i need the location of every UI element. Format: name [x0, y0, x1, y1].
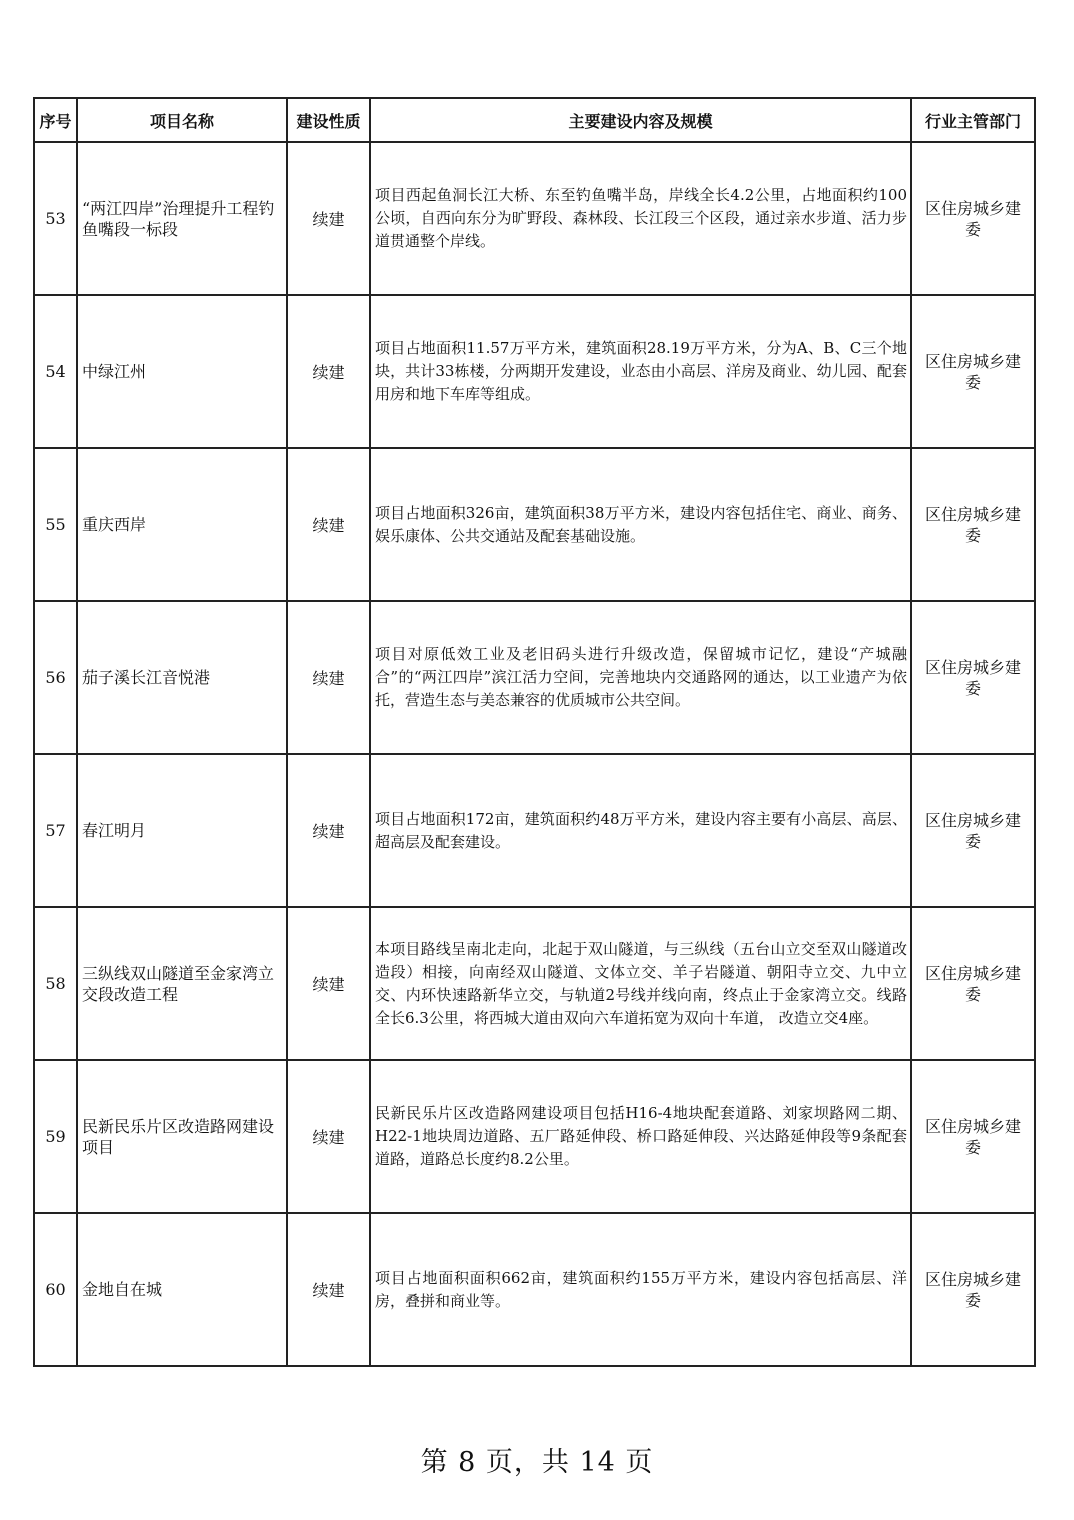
- row-nature: 续建: [287, 142, 370, 295]
- row-content: 项目西起鱼洞长江大桥、东至钓鱼嘴半岛，岸线全长4.2公里，占地面积约100公顷，自西向东分为旷野段、森林段、长江段三个区段，通过亲水步道、活力步道贯通整个岸线。: [370, 142, 911, 295]
- row-no: 58: [34, 907, 77, 1060]
- row-nature: 续建: [287, 448, 370, 601]
- header-nature: 建设性质: [287, 98, 370, 142]
- row-nature: 续建: [287, 601, 370, 754]
- table-row: [34, 601, 1035, 754]
- row-nature: 续建: [287, 1060, 370, 1213]
- row-dept: 区住房城乡建委: [911, 142, 1035, 295]
- row-dept: 区住房城乡建委: [911, 601, 1035, 754]
- row-content: 项目对原低效工业及老旧码头进行升级改造，保留城市记忆，建设“产城融合”的“两江四岸”滨江活力空间，完善地块内交通路网的通达，以工业遗产为依托，营造生态与美态兼容的优质城市公共空间。: [370, 601, 911, 754]
- row-nature: 续建: [287, 295, 370, 448]
- row-no: 54: [34, 295, 77, 448]
- row-no: 57: [34, 754, 77, 907]
- header-dept: 行业主管部门: [911, 98, 1035, 142]
- row-content: 项目占地面积172亩，建筑面积约48万平方米，建设内容主要有小高层、高层、超高层及配套建设。: [370, 754, 911, 907]
- row-content: 项目占地面积面积662亩，建筑面积约155万平方米，建设内容包括高层、洋房，叠拼和商业等。: [370, 1213, 911, 1366]
- row-no: 55: [34, 448, 77, 601]
- row-name: 民新民乐片区改造路网建设项目: [77, 1060, 287, 1213]
- row-name: 中绿江州: [77, 295, 287, 448]
- row-no: 56: [34, 601, 77, 754]
- row-nature: 续建: [287, 754, 370, 907]
- table-row: [34, 1213, 1035, 1366]
- row-name: 茄子溪长江音悦港: [77, 601, 287, 754]
- table-row: [34, 142, 1035, 295]
- row-dept: 区住房城乡建委: [911, 1213, 1035, 1366]
- page-footer: 第 8 页，共 14 页: [420, 1447, 654, 1478]
- row-content: 本项目路线呈南北走向，北起于双山隧道，与三纵线（五台山立交至双山隧道改造段）相接，向南经双山隧道、文体立交、羊子岩隧道、朝阳寺立交、九中立交、内环快速路新华立交，与轨道2号线并线向南，终点止于金家湾立交。线路全长6.3公里，将西城大道由双向六车道拓宽为双向十车道， 改造立交4座。: [370, 907, 911, 1060]
- project-table: [33, 97, 1036, 1367]
- row-name: 金地自在城: [77, 1213, 287, 1366]
- header-name: 项目名称: [77, 98, 287, 142]
- table-row: [34, 754, 1035, 907]
- row-name: 重庆西岸: [77, 448, 287, 601]
- header-row: [34, 98, 1035, 142]
- row-content: 项目占地面积11.57万平方米，建筑面积28.19万平方米，分为A、B、C三个地块，共计33栋楼，分两期开发建设，业态由小高层、洋房及商业、幼儿园、配套用房和地下车库等组成。: [370, 295, 911, 448]
- row-nature: 续建: [287, 907, 370, 1060]
- row-name: 春江明月: [77, 754, 287, 907]
- row-no: 53: [34, 142, 77, 295]
- table-row: [34, 448, 1035, 601]
- row-content: 项目占地面积326亩，建筑面积38万平方米，建设内容包括住宅、商业、商务、娱乐康体、公共交通站及配套基础设施。: [370, 448, 911, 601]
- row-no: 59: [34, 1060, 77, 1213]
- row-dept: 区住房城乡建委: [911, 907, 1035, 1060]
- row-name: 三纵线双山隧道至金家湾立交段改造工程: [77, 907, 287, 1060]
- row-dept: 区住房城乡建委: [911, 295, 1035, 448]
- row-no: 60: [34, 1213, 77, 1366]
- row-dept: 区住房城乡建委: [911, 1060, 1035, 1213]
- table-row: [34, 1060, 1035, 1213]
- row-dept: 区住房城乡建委: [911, 754, 1035, 907]
- row-name: “两江四岸”治理提升工程钓鱼嘴段一标段: [77, 142, 287, 295]
- table-row: [34, 295, 1035, 448]
- row-dept: 区住房城乡建委: [911, 448, 1035, 601]
- table-row: [34, 907, 1035, 1060]
- header-no: 序号: [34, 98, 77, 142]
- row-content: 民新民乐片区改造路网建设项目包括H16-4地块配套道路、刘家坝路网二期、H22-1地块周边道路、五厂路延伸段、桥口路延伸段、兴达路延伸段等9条配套道路，道路总长度约8.2公里。: [370, 1060, 911, 1213]
- header-content: 主要建设内容及规模: [370, 98, 911, 142]
- row-nature: 续建: [287, 1213, 370, 1366]
